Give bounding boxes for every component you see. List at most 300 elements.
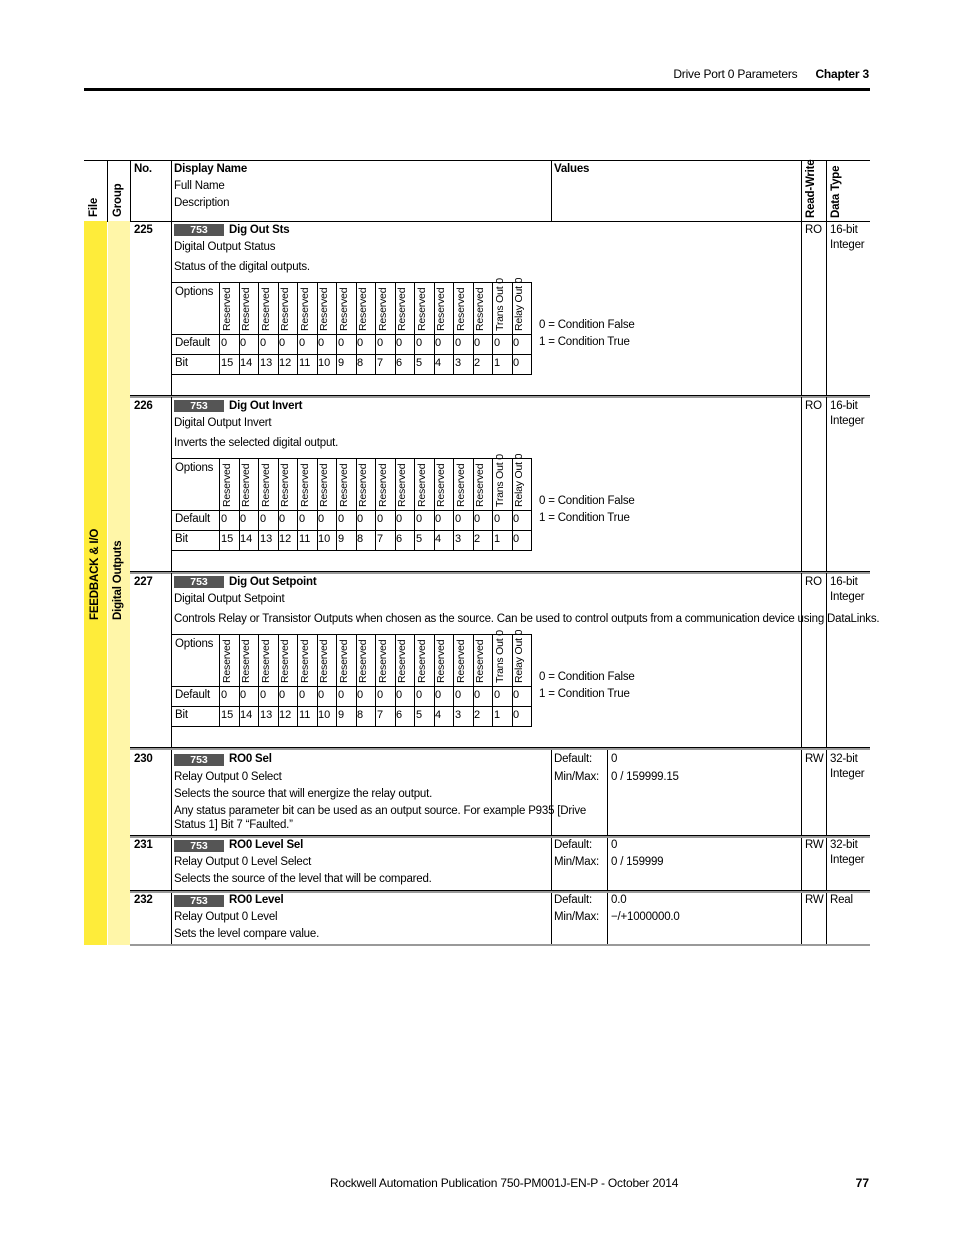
bit-label: Bit — [175, 709, 188, 721]
rule — [801, 160, 802, 221]
rule — [826, 397, 827, 571]
option-name: Reserved — [260, 287, 272, 331]
default-bit: 0 — [240, 513, 247, 525]
option-name: Reserved — [221, 639, 233, 683]
bit-number: 7 — [377, 357, 384, 369]
rule — [551, 838, 552, 890]
option-name: Reserved — [455, 287, 467, 331]
param-full-name: Digital Output Status — [174, 241, 276, 253]
param-display-name: RO0 Level Sel — [229, 839, 304, 851]
option-name: Trans Out 0 — [494, 278, 506, 331]
rule — [172, 686, 532, 687]
default-bit: 0 — [279, 337, 286, 349]
default-label: Default: — [554, 894, 593, 906]
default-bit: 0 — [474, 337, 481, 349]
option-name: Reserved — [435, 287, 447, 331]
bit-number: 2 — [474, 709, 481, 721]
default-bit: 0 — [494, 689, 501, 701]
bit-number: 0 — [513, 533, 520, 545]
option-name: Reserved — [416, 463, 428, 507]
default-bit: 0 — [338, 689, 345, 701]
read-write: RO — [805, 224, 822, 236]
default-bit: 0 — [279, 513, 286, 525]
data-type-2: Integer — [830, 415, 865, 427]
rule — [453, 634, 454, 726]
option-name: Trans Out 0 — [494, 630, 506, 683]
default-bit: 0 — [318, 513, 325, 525]
option-name: Relay Out 0 — [513, 277, 525, 331]
bit-number: 4 — [435, 709, 442, 721]
rule — [826, 893, 827, 945]
bit-label: Bit — [175, 533, 188, 545]
rule — [219, 458, 220, 550]
file-label: FEEDBACK & I/O — [89, 528, 101, 620]
minmax-value: 0 / 159999.15 — [611, 771, 679, 783]
default-bit: 0 — [279, 689, 286, 701]
rule — [297, 634, 298, 726]
read-write: RO — [805, 400, 822, 412]
read-write: RW — [805, 753, 824, 765]
chapter-label: Chapter 3 — [815, 67, 869, 81]
port-badge: 753 — [174, 840, 224, 852]
options-label: Options — [175, 638, 214, 650]
bit-number: 15 — [221, 533, 234, 545]
bit-number: 9 — [338, 533, 345, 545]
header-file: File — [88, 197, 100, 217]
group-label: Digital Outputs — [112, 540, 124, 620]
bit-number: 14 — [240, 357, 253, 369]
bit-number: 15 — [221, 709, 234, 721]
condition-true-legend: 1 = Condition True — [539, 336, 630, 348]
param-display-name: RO0 Level — [229, 894, 284, 906]
bit-number: 14 — [240, 533, 253, 545]
option-name: Reserved — [435, 639, 447, 683]
option-name: Reserved — [474, 463, 486, 507]
rule — [107, 160, 108, 221]
param-number: 231 — [134, 839, 153, 851]
rule — [171, 397, 172, 571]
header-description: Description — [174, 197, 230, 209]
option-name: Reserved — [455, 463, 467, 507]
param-description: Status of the digital outputs. — [174, 261, 310, 273]
option-name: Reserved — [474, 287, 486, 331]
bit-number: 4 — [435, 533, 442, 545]
option-name: Reserved — [318, 287, 330, 331]
row-separator — [130, 748, 870, 750]
rule — [375, 634, 376, 726]
rule — [172, 510, 532, 511]
default-bit: 0 — [318, 689, 325, 701]
rule — [414, 634, 415, 726]
data-type-2: Integer — [830, 854, 865, 866]
default-bit: 0 — [416, 689, 423, 701]
default-bit: 0 — [299, 689, 306, 701]
default-value: 0.0 — [611, 894, 627, 906]
bit-number: 10 — [318, 533, 331, 545]
param-full-name: Relay Output 0 Select — [174, 771, 282, 783]
rule — [531, 634, 532, 726]
rule — [336, 282, 337, 374]
rule — [172, 634, 532, 635]
rule — [172, 458, 532, 459]
bit-number: 6 — [396, 357, 403, 369]
bit-number: 3 — [455, 357, 462, 369]
param-display-name: Dig Out Sts — [229, 224, 290, 236]
header-display-name: Display Name — [174, 163, 248, 175]
rule — [826, 573, 827, 747]
default-bit: 0 — [494, 337, 501, 349]
table-bottom-rule — [130, 944, 870, 946]
option-name: Reserved — [357, 639, 369, 683]
bit-number: 8 — [357, 533, 364, 545]
rule — [801, 838, 802, 890]
rule — [801, 221, 802, 395]
rule — [171, 838, 172, 890]
option-name: Reserved — [279, 287, 291, 331]
bit-number: 7 — [377, 709, 384, 721]
rule — [414, 282, 415, 374]
rule — [453, 282, 454, 374]
default-bit: 0 — [221, 337, 228, 349]
rule — [607, 893, 608, 945]
bit-number: 0 — [513, 709, 520, 721]
default-label: Default: — [554, 839, 593, 851]
option-name: Reserved — [357, 287, 369, 331]
rule — [375, 282, 376, 374]
rule — [258, 458, 259, 550]
rule — [171, 893, 172, 945]
default-bit: 0 — [513, 513, 520, 525]
bit-number: 2 — [474, 357, 481, 369]
bit-number: 9 — [338, 357, 345, 369]
rule — [551, 160, 552, 221]
rule — [336, 634, 337, 726]
param-description: Selects the source that will energize the relay output. — [174, 788, 433, 800]
param-description-note: Any status parameter bit can be used as an output source. For example P935 [Drive — [174, 805, 587, 817]
default-bit: 0 — [221, 513, 228, 525]
option-name: Reserved — [377, 639, 389, 683]
header-rule — [84, 88, 870, 91]
option-name: Reserved — [221, 463, 233, 507]
rule — [219, 282, 220, 374]
running-header — [673, 67, 869, 81]
rule — [607, 750, 608, 835]
option-name: Reserved — [338, 287, 350, 331]
rule — [219, 634, 220, 726]
option-name: Reserved — [416, 639, 428, 683]
bit-number: 12 — [279, 533, 292, 545]
option-name: Reserved — [377, 463, 389, 507]
condition-false-legend: 0 = Condition False — [539, 495, 635, 507]
default-bit: 0 — [455, 689, 462, 701]
option-name: Reserved — [240, 639, 252, 683]
default-bit: 0 — [299, 513, 306, 525]
header-data-type: Data Type — [830, 165, 842, 218]
bit-number: 11 — [299, 533, 311, 545]
row-separator — [130, 572, 870, 574]
header-full-name: Full Name — [174, 180, 225, 192]
default-bit: 0 — [338, 513, 345, 525]
default-bit: 0 — [260, 337, 267, 349]
bit-number: 14 — [240, 709, 253, 721]
data-type: 16-bit — [830, 400, 858, 412]
rule — [258, 282, 259, 374]
rule — [172, 334, 532, 335]
rule — [84, 160, 870, 161]
default-bit: 0 — [377, 513, 384, 525]
option-name: Reserved — [279, 463, 291, 507]
rule — [375, 458, 376, 550]
default-label: Default — [175, 513, 211, 525]
options-label: Options — [175, 462, 214, 474]
default-bit: 0 — [474, 513, 481, 525]
header-group: Group — [112, 183, 124, 217]
bit-number: 7 — [377, 533, 384, 545]
option-name: Reserved — [318, 639, 330, 683]
option-name: Reserved — [396, 463, 408, 507]
param-number: 225 — [134, 224, 153, 236]
rule — [801, 750, 802, 835]
rule — [826, 838, 827, 890]
minmax-label: Min/Max: — [554, 911, 600, 923]
port-badge: 753 — [174, 224, 224, 236]
param-display-name: Dig Out Setpoint — [229, 576, 317, 588]
bit-number: 5 — [416, 533, 423, 545]
param-full-name: Digital Output Invert — [174, 417, 272, 429]
header-read-write: Read-Write — [805, 159, 817, 218]
rule — [297, 458, 298, 550]
default-bit: 0 — [338, 337, 345, 349]
rule — [492, 634, 493, 726]
bit-number: 13 — [260, 709, 273, 721]
default-bit: 0 — [435, 337, 442, 349]
bit-number: 6 — [396, 533, 403, 545]
param-description: Controls Relay or Transistor Outputs when chosen as the source. Can be used to control outputs from a communication device using DataLinks. — [174, 613, 880, 625]
option-name: Reserved — [416, 287, 428, 331]
option-name: Reserved — [299, 287, 311, 331]
bit-number: 3 — [455, 709, 462, 721]
option-name: Reserved — [396, 639, 408, 683]
option-name: Reserved — [299, 639, 311, 683]
bit-number: 10 — [318, 709, 331, 721]
bit-number: 4 — [435, 357, 442, 369]
param-display-name: Dig Out Invert — [229, 400, 303, 412]
data-type: 16-bit — [830, 224, 858, 236]
rule — [171, 160, 172, 221]
option-name: Trans Out 0 — [494, 454, 506, 507]
rule — [531, 282, 532, 374]
option-name: Reserved — [318, 463, 330, 507]
default-bit: 0 — [396, 513, 403, 525]
rule — [172, 550, 532, 551]
bit-number: 8 — [357, 709, 364, 721]
port-badge: 753 — [174, 400, 224, 412]
option-name: Reserved — [396, 287, 408, 331]
bit-number: 9 — [338, 709, 345, 721]
rule — [84, 221, 870, 222]
rule — [826, 221, 827, 395]
rule — [297, 282, 298, 374]
rule — [172, 530, 532, 531]
rule — [531, 458, 532, 550]
rule — [453, 458, 454, 550]
header-values: Values — [554, 163, 590, 175]
bit-number: 12 — [279, 357, 292, 369]
read-write: RW — [805, 839, 824, 851]
default-bit: 0 — [455, 513, 462, 525]
bit-number: 11 — [299, 709, 311, 721]
rule — [492, 458, 493, 550]
option-name: Reserved — [240, 287, 252, 331]
rule — [130, 160, 131, 221]
option-name: Reserved — [377, 287, 389, 331]
publication-footer: Rockwell Automation Publication 750-PM001J-EN-P - October 2014 — [330, 1176, 679, 1190]
default-bit: 0 — [260, 513, 267, 525]
rule — [336, 458, 337, 550]
bit-number: 5 — [416, 709, 423, 721]
default-value: 0 — [611, 753, 618, 765]
default-bit: 0 — [513, 337, 520, 349]
port-badge: 753 — [174, 895, 224, 907]
condition-false-legend: 0 = Condition False — [539, 319, 635, 331]
bit-number: 1 — [494, 357, 501, 369]
rule — [258, 634, 259, 726]
option-name: Reserved — [474, 639, 486, 683]
option-name: Reserved — [260, 463, 272, 507]
default-bit: 0 — [357, 689, 364, 701]
default-bit: 0 — [377, 337, 384, 349]
data-type-2: Integer — [830, 768, 865, 780]
rule — [171, 573, 172, 747]
rule — [172, 374, 532, 375]
default-bit: 0 — [357, 513, 364, 525]
data-type: 32-bit — [830, 753, 858, 765]
param-number: 232 — [134, 894, 153, 906]
rule — [172, 726, 532, 727]
data-type: 16-bit — [830, 576, 858, 588]
param-display-name: RO0 Sel — [229, 753, 272, 765]
data-type-2: Integer — [830, 591, 865, 603]
param-full-name: Relay Output 0 Level Select — [174, 856, 312, 868]
default-label: Default — [175, 689, 211, 701]
rule — [826, 750, 827, 835]
condition-true-legend: 1 = Condition True — [539, 688, 630, 700]
rule — [492, 282, 493, 374]
bit-number: 12 — [279, 709, 292, 721]
minmax-label: Min/Max: — [554, 856, 600, 868]
port-badge: 753 — [174, 754, 224, 766]
default-bit: 0 — [240, 689, 247, 701]
default-value: 0 — [611, 839, 618, 851]
default-bit: 0 — [318, 337, 325, 349]
bit-number: 8 — [357, 357, 364, 369]
bit-number: 1 — [494, 709, 501, 721]
rule — [414, 458, 415, 550]
row-separator — [130, 396, 870, 398]
default-bit: 0 — [494, 513, 501, 525]
option-name: Reserved — [299, 463, 311, 507]
condition-true-legend: 1 = Condition True — [539, 512, 630, 524]
rule — [171, 750, 172, 835]
default-bit: 0 — [513, 689, 520, 701]
rule — [551, 893, 552, 945]
read-write: RO — [805, 576, 822, 588]
default-label: Default: — [554, 753, 593, 765]
default-bit: 0 — [435, 689, 442, 701]
rule — [172, 282, 532, 283]
bit-number: 10 — [318, 357, 331, 369]
default-bit: 0 — [474, 689, 481, 701]
option-name: Reserved — [338, 463, 350, 507]
bit-number: 11 — [299, 357, 311, 369]
options-label: Options — [175, 286, 214, 298]
rule — [801, 573, 802, 747]
option-name: Reserved — [435, 463, 447, 507]
option-name: Reserved — [455, 639, 467, 683]
param-number: 226 — [134, 400, 153, 412]
bit-number: 5 — [416, 357, 423, 369]
param-description: Selects the source of the level that will be compared. — [174, 873, 432, 885]
param-number: 230 — [134, 753, 153, 765]
default-bit: 0 — [416, 513, 423, 525]
default-label: Default — [175, 337, 211, 349]
default-bit: 0 — [221, 689, 228, 701]
section-title: Drive Port 0 Parameters — [673, 67, 798, 81]
option-name: Reserved — [279, 639, 291, 683]
param-full-name: Relay Output 0 Level — [174, 911, 278, 923]
page-number: 77 — [855, 1176, 869, 1190]
bit-label: Bit — [175, 357, 188, 369]
minmax-value: 0 / 159999 — [611, 856, 664, 868]
option-name: Reserved — [221, 287, 233, 331]
data-type: 32-bit — [830, 839, 858, 851]
bit-number: 0 — [513, 357, 520, 369]
data-type: Real — [830, 894, 853, 906]
default-bit: 0 — [396, 689, 403, 701]
condition-false-legend: 0 = Condition False — [539, 671, 635, 683]
default-bit: 0 — [416, 337, 423, 349]
default-bit: 0 — [299, 337, 306, 349]
option-name: Reserved — [357, 463, 369, 507]
param-number: 227 — [134, 576, 153, 588]
bit-number: 2 — [474, 533, 481, 545]
read-write: RW — [805, 894, 824, 906]
default-bit: 0 — [240, 337, 247, 349]
param-description: Sets the level compare value. — [174, 928, 320, 940]
option-name: Reserved — [260, 639, 272, 683]
default-bit: 0 — [396, 337, 403, 349]
option-name: Reserved — [240, 463, 252, 507]
default-bit: 0 — [435, 513, 442, 525]
bit-number: 13 — [260, 533, 273, 545]
bit-number: 13 — [260, 357, 273, 369]
rule — [172, 354, 532, 355]
option-name: Relay Out 0 — [513, 453, 525, 507]
option-name: Reserved — [338, 639, 350, 683]
bit-number: 1 — [494, 533, 501, 545]
rule — [801, 893, 802, 945]
default-bit: 0 — [455, 337, 462, 349]
bit-number: 6 — [396, 709, 403, 721]
default-bit: 0 — [357, 337, 364, 349]
rule — [607, 838, 608, 890]
rule — [172, 706, 532, 707]
minmax-value: −/+1000000.0 — [611, 911, 680, 923]
minmax-label: Min/Max: — [554, 771, 600, 783]
param-full-name: Digital Output Setpoint — [174, 593, 285, 605]
bit-number: 3 — [455, 533, 462, 545]
default-bit: 0 — [260, 689, 267, 701]
